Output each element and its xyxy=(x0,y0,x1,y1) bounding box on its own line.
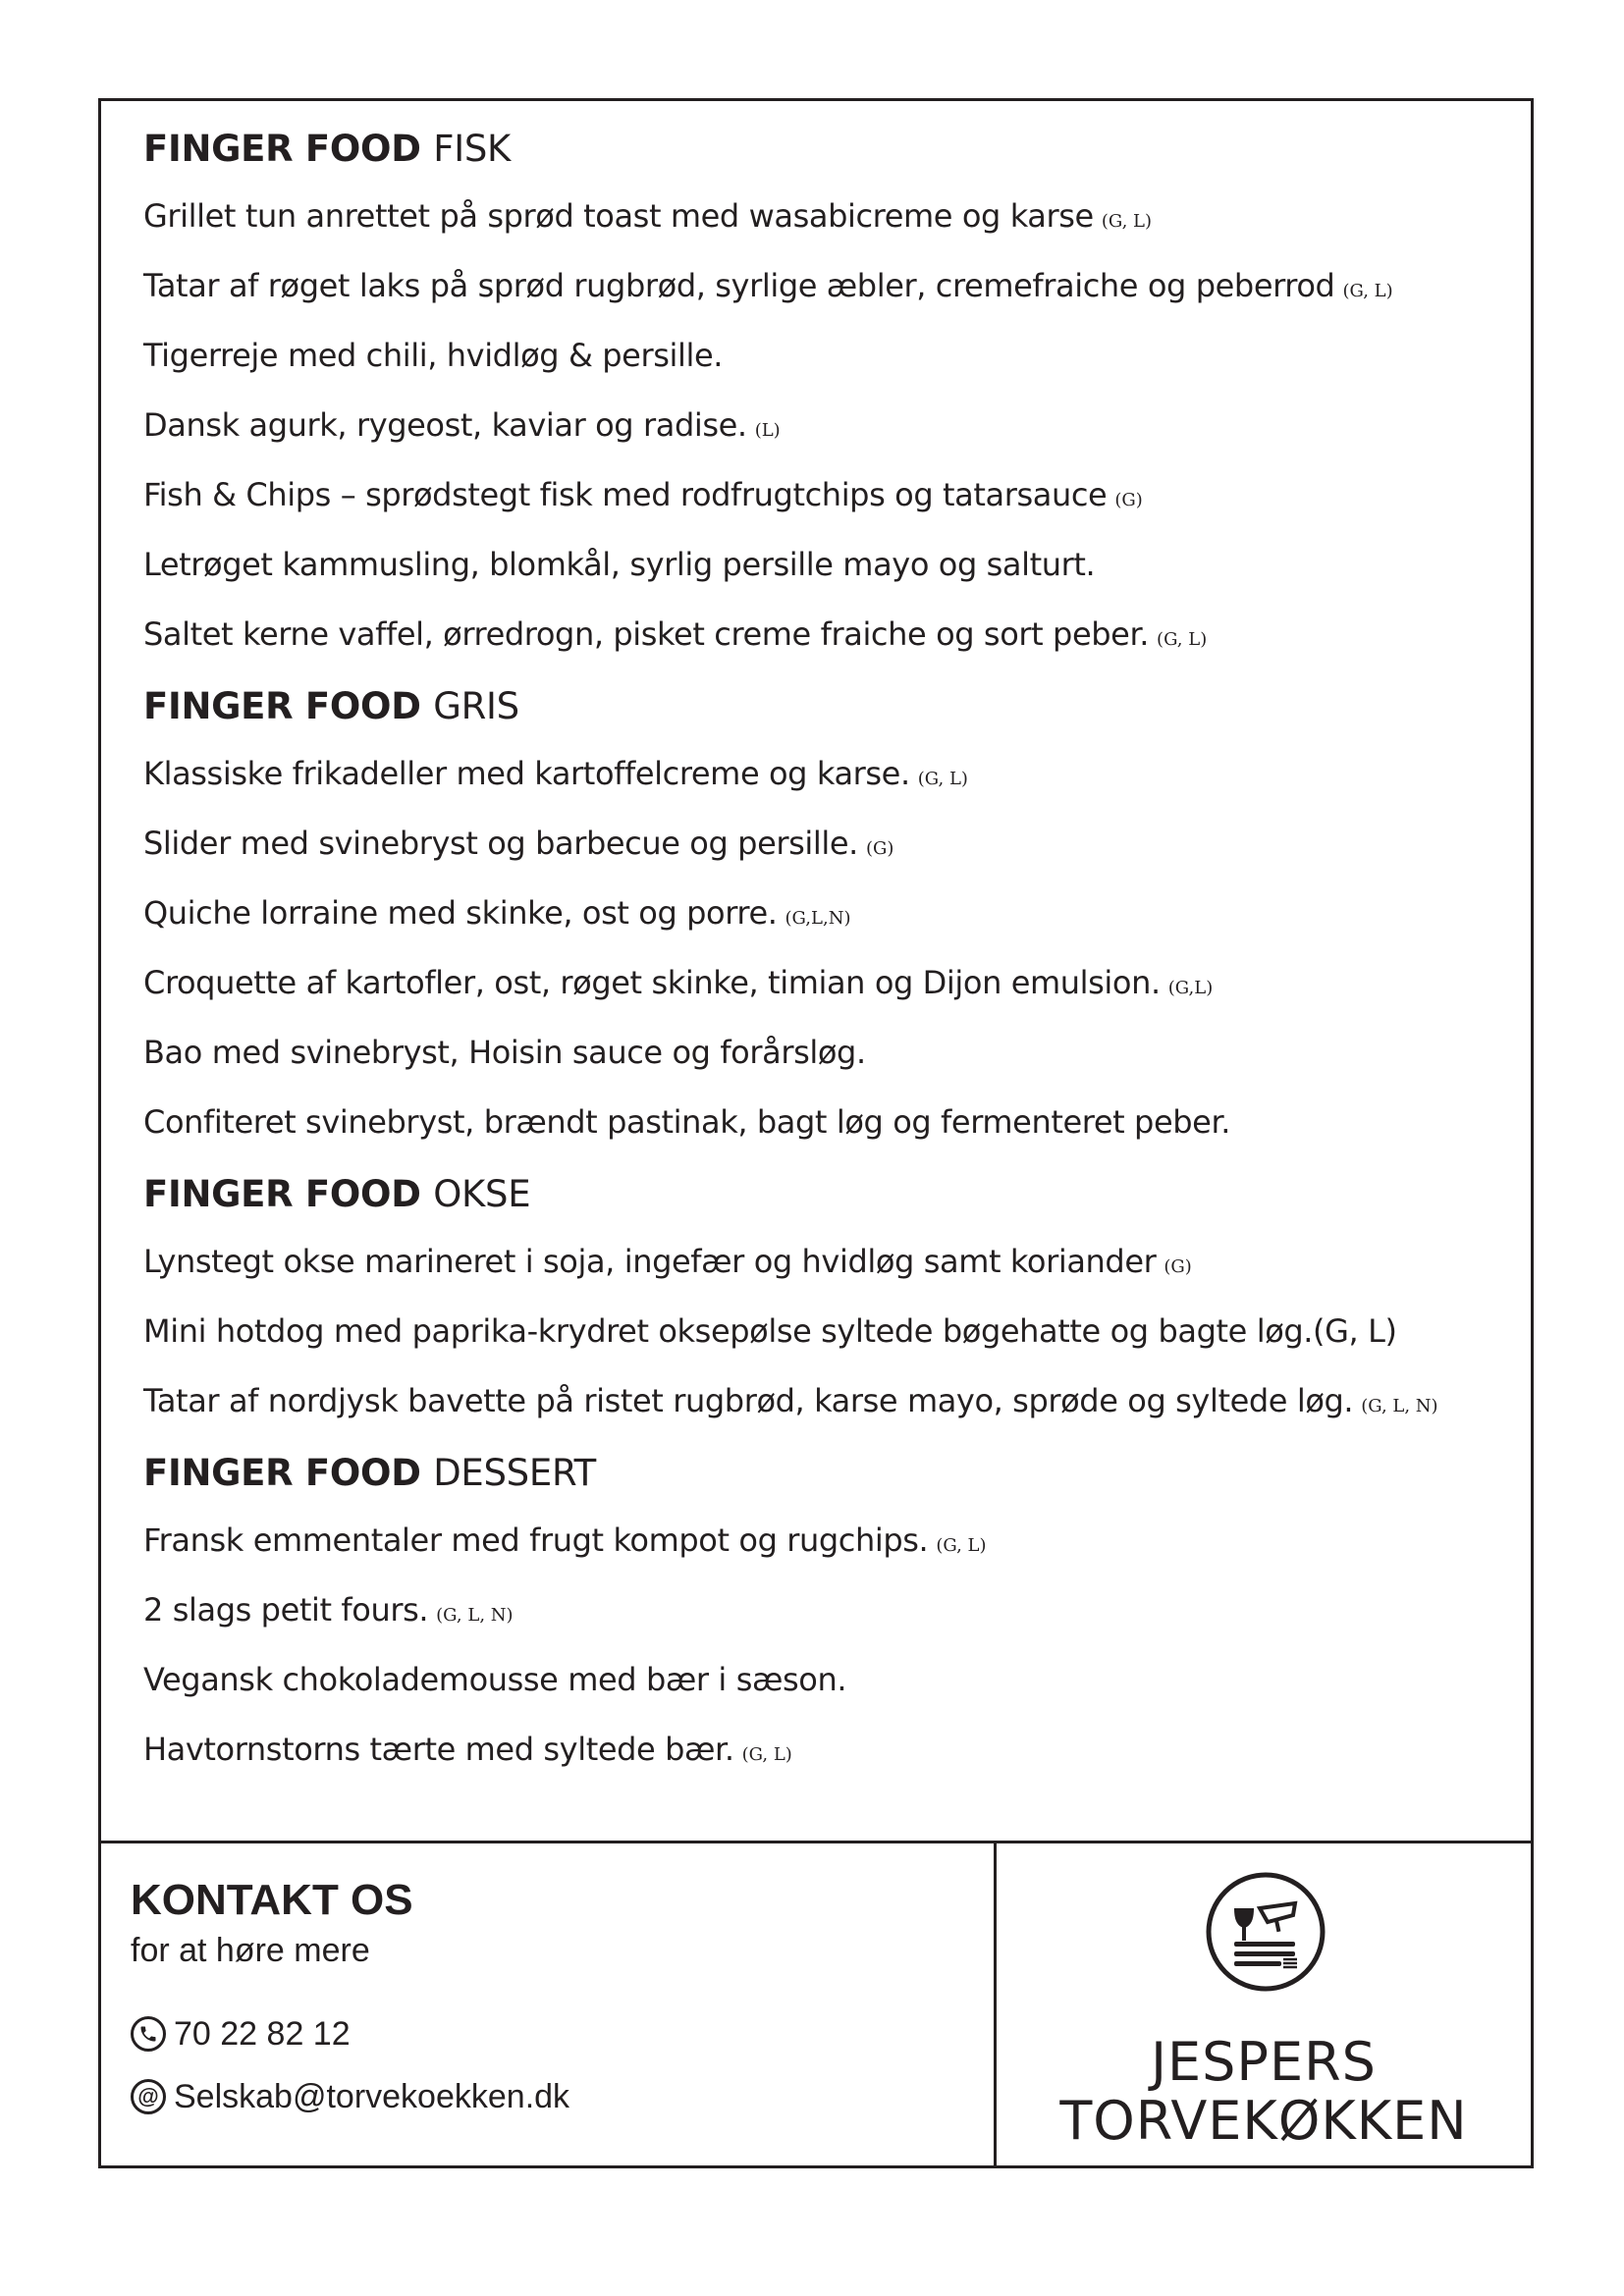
menu-item xyxy=(143,1034,1511,1071)
section-title-light: OKSE xyxy=(433,1173,531,1215)
section-okse xyxy=(143,1173,1511,1419)
logo-text-line1: JESPERS xyxy=(1151,2031,1377,2093)
menu-item xyxy=(143,476,1511,513)
menu-item-text: Slider med svinebryst og barbecue og persille. xyxy=(143,825,858,862)
menu-item-text: Fransk emmentaler med frugt kompot og rugchips. xyxy=(143,1522,929,1559)
menu-item-text: Confiteret svinebryst, brændt pastinak, bagt løg og fermenteret peber. xyxy=(143,1103,1231,1141)
menu-item-text: Bao med svinebryst, Hoisin sauce og forårsløg. xyxy=(143,1034,866,1071)
menu-item xyxy=(143,1661,1511,1698)
menu-item xyxy=(143,1243,1511,1280)
section-fisk xyxy=(143,128,1511,653)
menu-item-text: Quiche lorraine med skinke, ost og porre. xyxy=(143,894,778,932)
allergen-label: (L) xyxy=(754,420,781,441)
logo-block xyxy=(997,1843,1531,2165)
menu-item-text: Mini hotdog med paprika-krydret oksepølse syltede bøgehatte og bagte løg.(G, L) xyxy=(143,1312,1397,1350)
section-title-light: GRIS xyxy=(433,685,519,727)
menu-item-text: Tatar af røget laks på sprød rugbrød, syrlige æbler, cremefraiche og peberrod xyxy=(143,267,1335,304)
menu-item xyxy=(143,1522,1511,1559)
section-title-bold: FINGER FOOD xyxy=(143,1173,421,1215)
section-title xyxy=(143,1173,1511,1215)
email-row[interactable] xyxy=(131,2079,569,2114)
menu-item-text: Lynstegt okse marineret i soja, ingefær og hvidløg samt koriander xyxy=(143,1243,1157,1280)
wine-glass-cutlery-logo-icon xyxy=(1205,1871,1326,1993)
section-title xyxy=(143,1452,1511,1494)
menu-item xyxy=(143,964,1511,1001)
menu-item-text: Dansk agurk, rygeost, kaviar og radise. xyxy=(143,406,747,444)
phone-icon xyxy=(131,2016,166,2052)
section-gris xyxy=(143,685,1511,1141)
section-title-light: DESSERT xyxy=(433,1452,596,1494)
menu-item xyxy=(143,337,1511,374)
section-title-bold: FINGER FOOD xyxy=(143,128,421,170)
contact-subtitle: for at høre mere xyxy=(131,1932,370,1969)
section-title-light: FISK xyxy=(433,128,511,170)
menu-item-text: Klassiske frikadeller med kartoffelcreme og karse. xyxy=(143,755,910,792)
allergen-label: (G, L, N) xyxy=(1361,1396,1438,1416)
menu-item-text: Vegansk chokolademousse med bær i sæson. xyxy=(143,1661,847,1698)
menu-item-text: Saltet kerne vaffel, ørredrogn, pisket creme fraiche og sort peber. xyxy=(143,615,1150,653)
allergen-label: (G, L) xyxy=(1342,281,1393,301)
allergen-label: (G,L,N) xyxy=(785,908,851,929)
allergen-label: (G, L) xyxy=(917,769,968,789)
allergen-label: (G, L) xyxy=(741,1744,792,1765)
allergen-label: (G) xyxy=(1114,490,1143,510)
section-title-bold: FINGER FOOD xyxy=(143,1452,421,1494)
section-title xyxy=(143,685,1511,727)
menu-item xyxy=(143,894,1511,932)
allergen-label: (G) xyxy=(865,838,894,859)
allergen-label: (G, L) xyxy=(1157,629,1208,650)
at-icon: @ xyxy=(131,2079,166,2114)
menu-item xyxy=(143,197,1511,235)
menu-item xyxy=(143,615,1511,653)
menu-item-text: Fish & Chips – sprødstegt fisk med rodfrugtchips og tatarsauce xyxy=(143,476,1108,513)
allergen-label: (G, L) xyxy=(936,1535,987,1556)
section-dessert xyxy=(143,1452,1511,1768)
menu-item-text: Croquette af kartofler, ost, røget skinke, timian og Dijon emulsion. xyxy=(143,964,1161,1001)
logo-text-line2: TORVEKØKKEN xyxy=(1059,2090,1468,2152)
menu-item xyxy=(143,1591,1511,1629)
menu-frame xyxy=(98,98,1534,2168)
allergen-label: (G, L, N) xyxy=(436,1605,514,1626)
footer xyxy=(101,1841,1531,2165)
menu-item xyxy=(143,546,1511,583)
menu-item-text: 2 slags petit fours. xyxy=(143,1591,429,1629)
menu-item-text: Grillet tun anrettet på sprød toast med wasabicreme og karse xyxy=(143,197,1094,235)
section-title xyxy=(143,128,1511,170)
contact-title: KONTAKT OS xyxy=(131,1876,413,1924)
phone-number: 70 22 82 12 xyxy=(174,2015,351,2053)
allergen-label: (G,L) xyxy=(1167,978,1214,998)
menu-item-text: Letrøget kammusling, blomkål, syrlig persille mayo og salturt. xyxy=(143,546,1096,583)
menu-item xyxy=(143,825,1511,862)
email-address: Selskab@torvekoekken.dk xyxy=(174,2078,570,2115)
menu-item xyxy=(143,267,1511,304)
phone-row[interactable] xyxy=(131,2016,569,2052)
menu-item xyxy=(143,1731,1511,1768)
menu-item xyxy=(143,1382,1511,1419)
menu-item-text: Tatar af nordjysk bavette på ristet rugbrød, karse mayo, sprøde og syltede løg. xyxy=(143,1382,1354,1419)
section-title-bold: FINGER FOOD xyxy=(143,685,421,727)
menu-item-text: Havtornstorns tærte med syltede bær. xyxy=(143,1731,734,1768)
allergen-label: (G, L) xyxy=(1101,211,1152,232)
menu-item xyxy=(143,406,1511,444)
menu-item xyxy=(143,755,1511,792)
allergen-label: (G) xyxy=(1164,1256,1192,1277)
contact-block xyxy=(131,1876,570,2115)
menu-item xyxy=(143,1103,1511,1141)
menu-item-text: Tigerreje med chili, hvidløg & persille. xyxy=(143,337,724,374)
menu-content xyxy=(143,128,1511,1803)
menu-item xyxy=(143,1312,1511,1350)
